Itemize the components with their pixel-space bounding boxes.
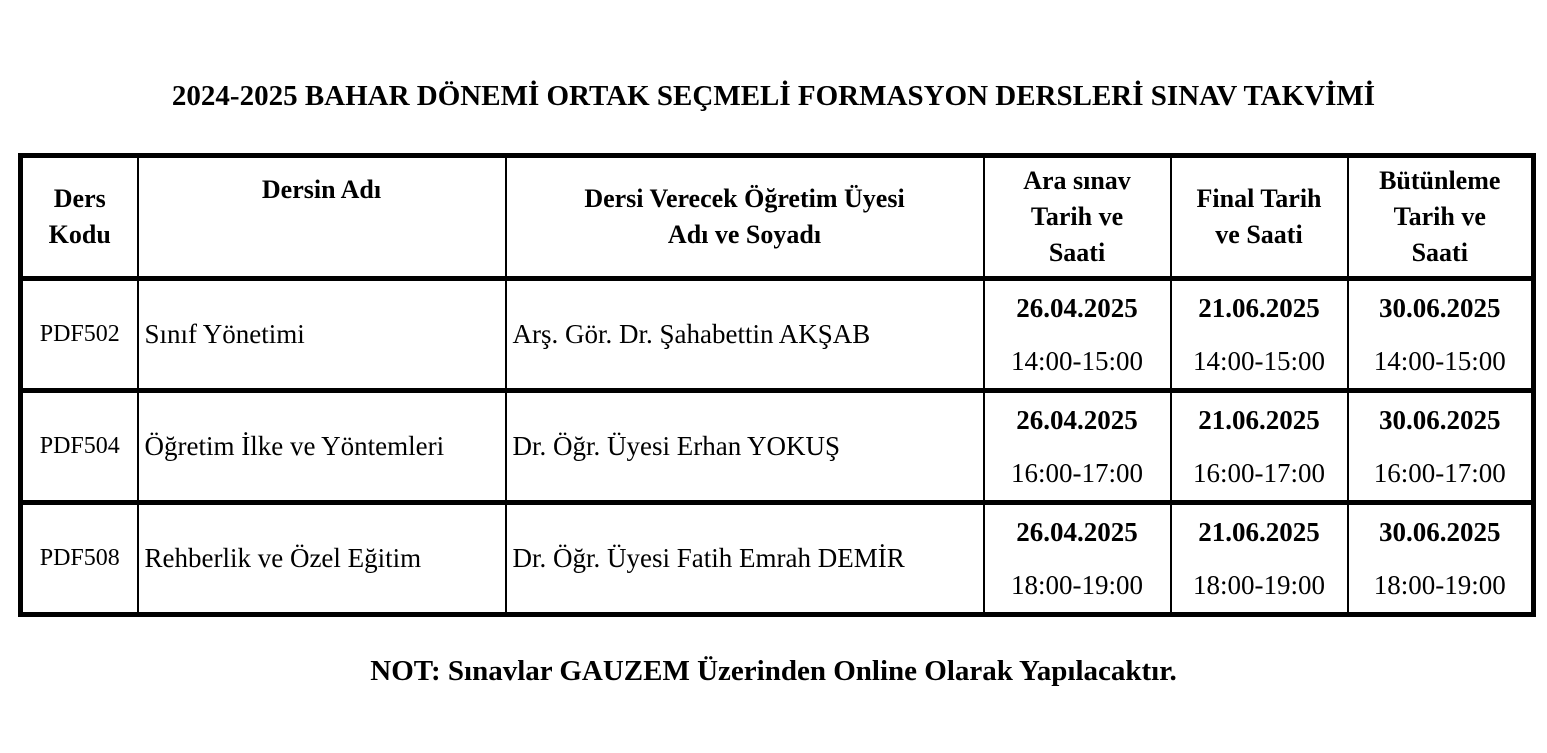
midterm-time: 14:00-15:00 <box>1011 345 1143 376</box>
header-midterm-line2: Tarih ve <box>1030 202 1124 231</box>
header-instructor-line1: Dersi Verecek Öğretim Üyesi <box>584 184 905 213</box>
header-midterm-line1: Ara sınav <box>1023 166 1131 195</box>
makeup-date: 30.06.2025 <box>1379 292 1501 323</box>
instructor-cell: Arş. Gör. Dr. Şahabettin AKŞAB <box>506 279 984 391</box>
final-time: 14:00-15:00 <box>1193 345 1325 376</box>
course-code-cell: PDF508 <box>21 503 138 615</box>
header-makeup-line2: Tarih ve <box>1393 202 1486 231</box>
header-course-code <box>21 156 138 279</box>
final-date: 21.06.2025 <box>1198 516 1320 547</box>
makeup-date: 30.06.2025 <box>1379 404 1501 435</box>
header-makeup-line1: Bütünleme <box>1379 166 1501 195</box>
midterm-cell <box>984 391 1171 503</box>
table-header-row <box>21 156 1534 279</box>
header-makeup <box>1348 156 1534 279</box>
header-final-line1: Final Tarih <box>1196 184 1322 213</box>
course-name-cell: Öğretim İlke ve Yöntemleri <box>138 391 506 503</box>
course-code-cell: PDF502 <box>21 279 138 391</box>
header-course-code-line1: Ders <box>53 184 106 213</box>
instructor-cell: Dr. Öğr. Üyesi Fatih Emrah DEMİR <box>506 503 984 615</box>
header-midterm <box>984 156 1171 279</box>
final-date: 21.06.2025 <box>1198 292 1320 323</box>
header-course-name-label: Dersin Adı <box>261 175 382 204</box>
makeup-cell <box>1348 503 1534 615</box>
course-name-cell: Sınıf Yönetimi <box>138 279 506 391</box>
midterm-time: 16:00-17:00 <box>1011 457 1143 488</box>
final-cell <box>1171 279 1348 391</box>
header-makeup-line3: Saati <box>1411 238 1468 267</box>
final-cell <box>1171 503 1348 615</box>
exam-note: NOT: Sınavlar GAUZEM Üzerinden Online Olarak Yapılacaktır. <box>370 655 1177 687</box>
header-midterm-line3: Saati <box>1048 238 1106 267</box>
makeup-cell <box>1348 391 1534 503</box>
final-time: 16:00-17:00 <box>1193 457 1325 488</box>
header-final-line2: ve Saati <box>1215 220 1303 249</box>
header-course-code-line2: Kodu <box>48 220 111 249</box>
final-date: 21.06.2025 <box>1198 404 1320 435</box>
header-course-name <box>138 156 506 279</box>
makeup-date: 30.06.2025 <box>1379 516 1501 547</box>
makeup-time: 16:00-17:00 <box>1373 457 1506 488</box>
header-instructor <box>506 156 984 279</box>
makeup-cell <box>1348 279 1534 391</box>
midterm-date: 26.04.2025 <box>1016 404 1138 435</box>
header-instructor-line2: Adı ve Soyadı <box>667 220 822 249</box>
table-row <box>21 279 1534 391</box>
page-title: 2024-2025 BAHAR DÖNEMİ ORTAK SEÇMELİ FORMASYON DERSLERİ SINAV TAKVİMİ <box>171 80 1376 112</box>
midterm-date: 26.04.2025 <box>1016 516 1138 547</box>
midterm-date: 26.04.2025 <box>1016 292 1138 323</box>
table-row <box>21 503 1534 615</box>
course-code-cell: PDF504 <box>21 391 138 503</box>
makeup-time: 14:00-15:00 <box>1373 345 1506 376</box>
instructor-cell: Dr. Öğr. Üyesi Erhan YOKUŞ <box>506 391 984 503</box>
midterm-time: 18:00-19:00 <box>1011 569 1143 600</box>
exam-schedule-table <box>18 153 1536 617</box>
course-name-cell: Rehberlik ve Özel Eğitim <box>138 503 506 615</box>
midterm-cell <box>984 503 1171 615</box>
table-row <box>21 391 1534 503</box>
final-time: 18:00-19:00 <box>1193 569 1325 600</box>
header-final <box>1171 156 1348 279</box>
midterm-cell <box>984 279 1171 391</box>
makeup-time: 18:00-19:00 <box>1373 569 1506 600</box>
final-cell <box>1171 391 1348 503</box>
